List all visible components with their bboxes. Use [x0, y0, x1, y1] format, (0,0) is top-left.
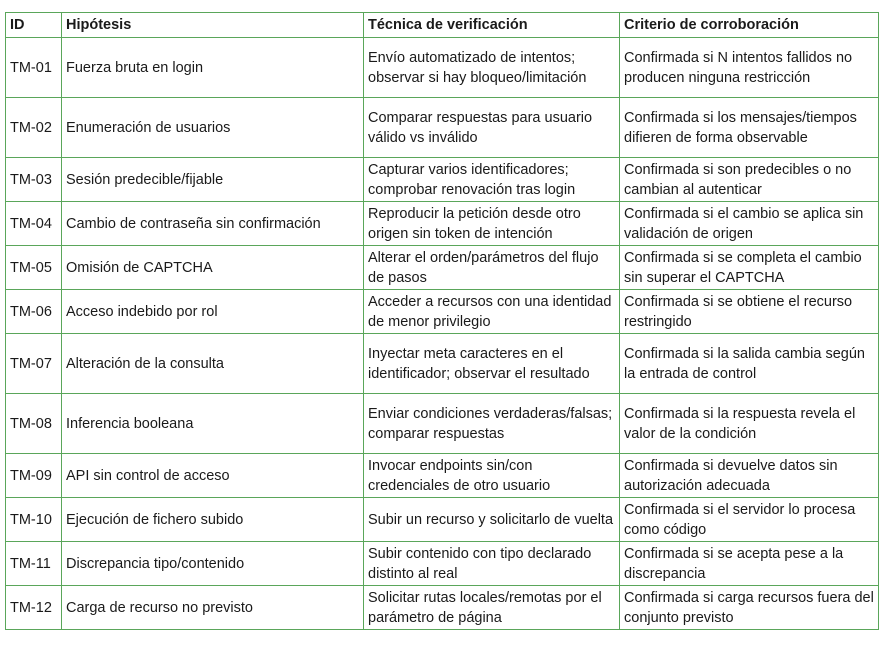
cell-criterio: Confirmada si devuelve datos sin autorización adecuada	[620, 454, 879, 498]
hypothesis-table	[5, 12, 879, 630]
table-row	[6, 498, 879, 542]
cell-tecnica: Acceder a recursos con una identidad de menor privilegio	[364, 290, 620, 334]
cell-hipotesis: Alteración de la consulta	[62, 334, 364, 394]
header-criterio: Criterio de corroboración	[620, 13, 879, 38]
table-row	[6, 202, 879, 246]
table-row	[6, 290, 879, 334]
header-tecnica: Técnica de verificación	[364, 13, 620, 38]
cell-tecnica: Envío automatizado de intentos; observar si hay bloqueo/limitación	[364, 38, 620, 98]
cell-id: TM-12	[6, 586, 62, 630]
table-row	[6, 158, 879, 202]
cell-id: TM-02	[6, 98, 62, 158]
cell-tecnica: Subir contenido con tipo declarado distinto al real	[364, 542, 620, 586]
cell-id: TM-07	[6, 334, 62, 394]
cell-hipotesis: Enumeración de usuarios	[62, 98, 364, 158]
table-row	[6, 334, 879, 394]
cell-hipotesis: Ejecución de fichero subido	[62, 498, 364, 542]
cell-tecnica: Alterar el orden/parámetros del flujo de pasos	[364, 246, 620, 290]
cell-tecnica: Enviar condiciones verdaderas/falsas; comparar respuestas	[364, 394, 620, 454]
cell-tecnica: Subir un recurso y solicitarlo de vuelta	[364, 498, 620, 542]
table-row	[6, 454, 879, 498]
cell-tecnica: Invocar endpoints sin/con credenciales de otro usuario	[364, 454, 620, 498]
header-id: ID	[6, 13, 62, 38]
cell-hipotesis: Carga de recurso no previsto	[62, 586, 364, 630]
cell-id: TM-11	[6, 542, 62, 586]
cell-criterio: Confirmada si los mensajes/tiempos difieren de forma observable	[620, 98, 879, 158]
table-row	[6, 98, 879, 158]
header-hipotesis: Hipótesis	[62, 13, 364, 38]
table-row	[6, 586, 879, 630]
cell-criterio: Confirmada si se obtiene el recurso restringido	[620, 290, 879, 334]
cell-hipotesis: Discrepancia tipo/contenido	[62, 542, 364, 586]
cell-criterio: Confirmada si la respuesta revela el valor de la condición	[620, 394, 879, 454]
cell-hipotesis: Acceso indebido por rol	[62, 290, 364, 334]
cell-criterio: Confirmada si la salida cambia según la entrada de control	[620, 334, 879, 394]
cell-criterio: Confirmada si son predecibles o no cambian al autenticar	[620, 158, 879, 202]
table-row	[6, 38, 879, 98]
cell-hipotesis: API sin control de acceso	[62, 454, 364, 498]
cell-id: TM-06	[6, 290, 62, 334]
cell-criterio: Confirmada si N intentos fallidos no producen ninguna restricción	[620, 38, 879, 98]
cell-criterio: Confirmada si se acepta pese a la discrepancia	[620, 542, 879, 586]
cell-criterio: Confirmada si se completa el cambio sin superar el CAPTCHA	[620, 246, 879, 290]
cell-hipotesis: Fuerza bruta en login	[62, 38, 364, 98]
cell-id: TM-08	[6, 394, 62, 454]
cell-criterio: Confirmada si carga recursos fuera del conjunto previsto	[620, 586, 879, 630]
cell-hipotesis: Sesión predecible/fijable	[62, 158, 364, 202]
cell-criterio: Confirmada si el servidor lo procesa como código	[620, 498, 879, 542]
table-row	[6, 542, 879, 586]
cell-id: TM-04	[6, 202, 62, 246]
cell-tecnica: Inyectar meta caracteres en el identificador; observar el resultado	[364, 334, 620, 394]
table-row	[6, 246, 879, 290]
cell-id: TM-10	[6, 498, 62, 542]
cell-tecnica: Capturar varios identificadores; comprobar renovación tras login	[364, 158, 620, 202]
header-row	[6, 13, 879, 38]
cell-tecnica: Comparar respuestas para usuario válido vs inválido	[364, 98, 620, 158]
cell-hipotesis: Cambio de contraseña sin confirmación	[62, 202, 364, 246]
cell-tecnica: Solicitar rutas locales/remotas por el parámetro de página	[364, 586, 620, 630]
cell-hipotesis: Inferencia booleana	[62, 394, 364, 454]
cell-hipotesis: Omisión de CAPTCHA	[62, 246, 364, 290]
cell-criterio: Confirmada si el cambio se aplica sin validación de origen	[620, 202, 879, 246]
cell-id: TM-01	[6, 38, 62, 98]
cell-id: TM-03	[6, 158, 62, 202]
cell-tecnica: Reproducir la petición desde otro origen sin token de intención	[364, 202, 620, 246]
cell-id: TM-09	[6, 454, 62, 498]
table-row	[6, 394, 879, 454]
cell-id: TM-05	[6, 246, 62, 290]
